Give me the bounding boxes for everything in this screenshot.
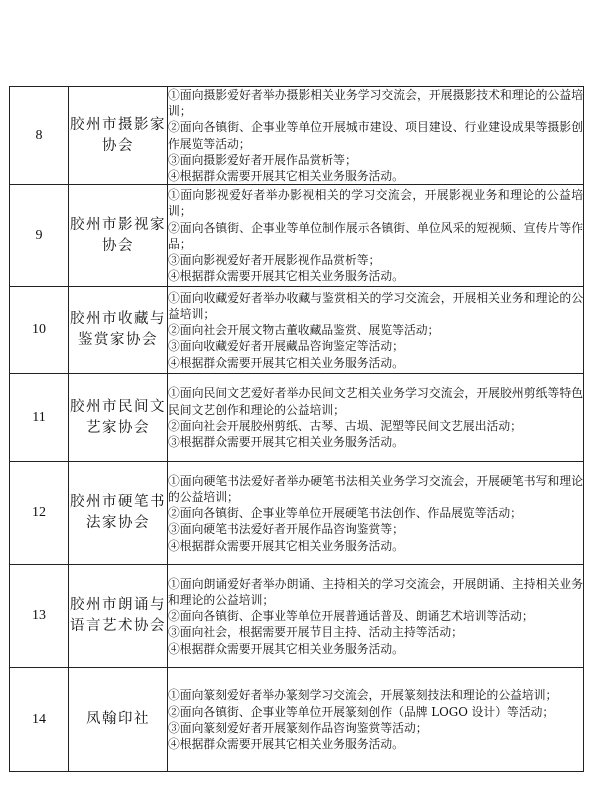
service-item: ②面向社会开展文物古董收藏品鉴赏、展览等活动；	[168, 323, 440, 338]
service-item: ②面向各镇街、企事业等单位开展城市建设、项目建设、行业建设成果等摄影创作展览等活动；	[168, 120, 583, 151]
table-row	[10, 87, 584, 185]
organization-name: 胶州市影视家协会	[69, 185, 168, 287]
row-number: 10	[10, 287, 69, 374]
service-item: ①面向收藏爱好者举办收藏与鉴赏相关的学习交流会，开展相关业务和理论的公益培训；	[168, 290, 583, 321]
service-item: ②面向各镇街、企事业等单位开展篆刻创作（品牌 LOGO 设计）等活动；	[168, 704, 555, 719]
table-row	[10, 185, 584, 287]
service-description	[168, 87, 584, 185]
service-item: ④根据群众需要开展其它相关业务服务活动。	[168, 355, 404, 370]
service-item: ③面向影视爱好者开展影视作品赏析等；	[168, 252, 381, 267]
service-item: ①面向摄影爱好者举办摄影相关业务学习交流会，开展摄影技术和理论的公益培训；	[168, 88, 583, 119]
service-item: ③面向社会，根据需要开展节目主持、活动主持等活动；	[168, 625, 463, 640]
table-row	[10, 287, 584, 374]
table-row	[10, 462, 584, 565]
service-item: ④根据群众需要开展其它相关业务服务活动。	[168, 169, 404, 184]
service-item: ②面向各镇街、企事业等单位开展普通话普及、朗诵艺术培训等活动；	[168, 609, 534, 624]
service-item: ③面向篆刻爱好者开展篆刻作品咨询鉴赏等活动；	[168, 720, 428, 735]
service-item: ④根据群众需要开展其它相关业务服务活动。	[168, 538, 404, 553]
service-description	[168, 287, 584, 374]
organization-name: 胶州市朗诵与语言艺术协会	[69, 565, 168, 668]
service-item: ③根据群众需要开展其它相关业务服务活动。	[168, 434, 404, 449]
service-item: ①面向影视爱好者举办影视相关的学习交流会，开展影视业务和理论的公益培训；	[168, 188, 583, 219]
table-row	[10, 668, 584, 772]
service-description	[168, 374, 584, 462]
row-number: 9	[10, 185, 69, 287]
row-number: 14	[10, 668, 69, 772]
row-number: 8	[10, 87, 69, 185]
table-row	[10, 374, 584, 462]
organization-name: 胶州市收藏与鉴赏家协会	[69, 287, 168, 374]
service-item: ②面向社会开展胶州剪纸、古琴、古埙、泥塑等民间文艺展出活动；	[168, 418, 522, 433]
organization-name: 胶州市硬笔书法家协会	[69, 462, 168, 565]
service-item: ①面向民间文艺爱好者举办民间文艺相关业务学习交流会，开展胶州剪纸等特色民间文艺创作和理论的公益培训；	[168, 386, 583, 417]
service-table	[9, 86, 584, 772]
organization-name: 胶州市民间文艺家协会	[69, 374, 168, 462]
service-item: ①面向篆刻爱好者举办篆刻学习交流会，开展篆刻技法和理论的公益培训；	[168, 688, 558, 703]
service-item: ③面向摄影爱好者开展作品赏析等；	[168, 152, 357, 167]
service-item: ③面向收藏爱好者开展藏品咨询鉴定等活动；	[168, 339, 404, 354]
service-description	[168, 185, 584, 287]
service-item: ③面向硬笔书法爱好者开展作品咨询鉴赏等；	[168, 522, 404, 537]
service-description	[168, 462, 584, 565]
table-row	[10, 565, 584, 668]
service-item: ①面向朗诵爱好者举办朗诵、主持相关的学习交流会，开展朗诵、主持相关业务和理论的公益培训；	[168, 576, 583, 607]
service-description	[168, 668, 584, 772]
service-item: ①面向硬笔书法爱好者举办硬笔书法相关业务学习交流会，开展硬笔书写和理论的公益培训；	[168, 473, 583, 504]
organization-name: 凤翰印社	[69, 668, 168, 772]
service-item: ②面向各镇街、企事业等单位开展硬笔书法创作、作品展览等活动；	[168, 506, 522, 521]
service-item: ②面向各镇街、企事业等单位制作展示各镇街、单位风采的短视频、宣传片等作品；	[168, 220, 583, 251]
service-item: ④根据群众需要开展其它相关业务服务活动。	[168, 269, 404, 284]
organization-name: 胶州市摄影家协会	[69, 87, 168, 185]
row-number: 13	[10, 565, 69, 668]
service-item: ④根据群众需要开展其它相关业务服务活动。	[168, 641, 404, 656]
row-number: 11	[10, 374, 69, 462]
service-description	[168, 565, 584, 668]
service-item: ④根据群众需要开展其它相关业务服务活动。	[168, 736, 404, 751]
row-number: 12	[10, 462, 69, 565]
